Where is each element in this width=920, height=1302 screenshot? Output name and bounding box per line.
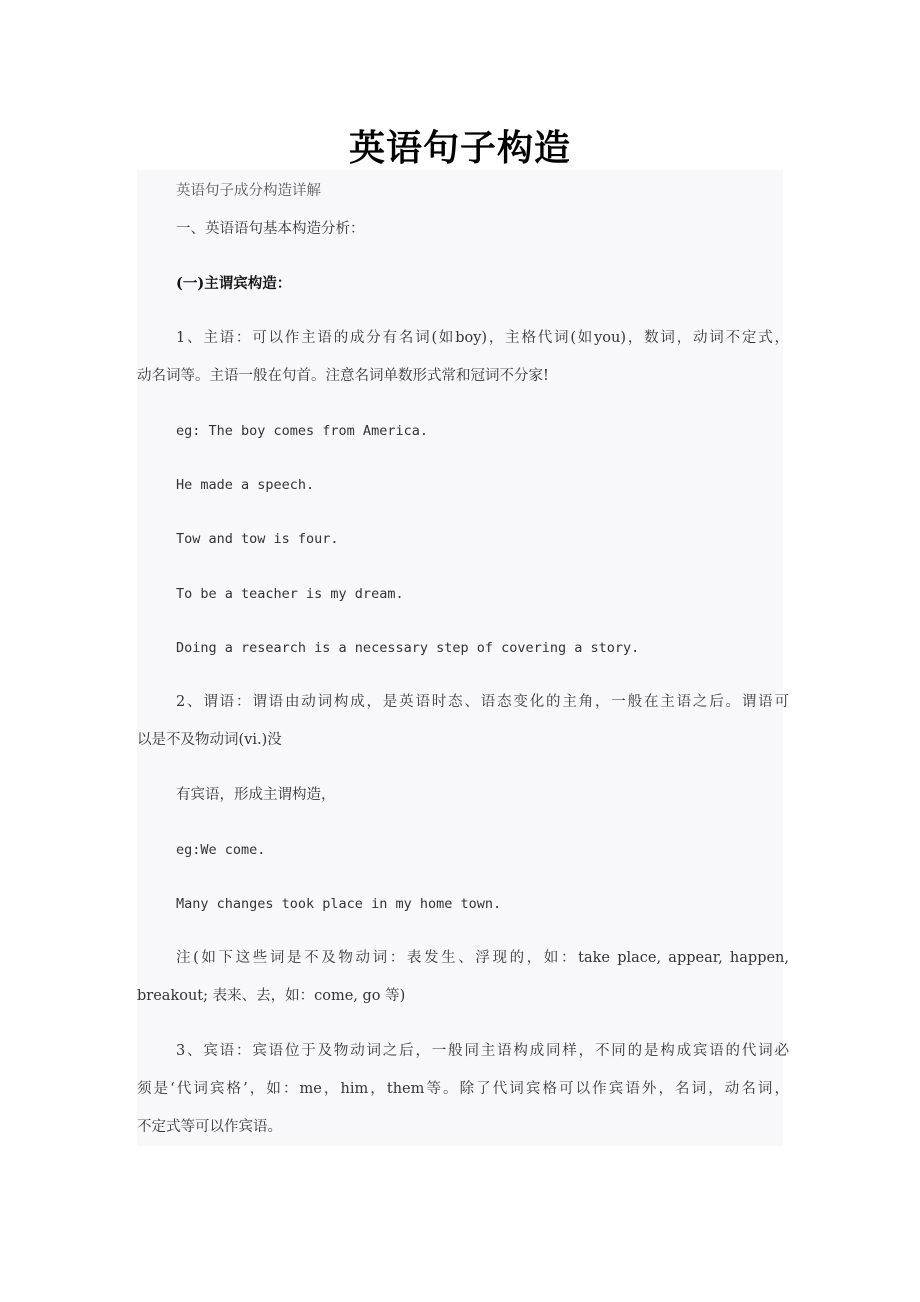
- paragraph-line: breakout; 表来、去，如：come, go 等): [137, 988, 406, 1004]
- paragraph-line: 不定式等可以作宾语。: [137, 1119, 282, 1135]
- document-body: [137, 170, 789, 1146]
- example-sentence: He made a speech.: [176, 477, 315, 493]
- subtitle: 英语句子成分构造详解: [176, 183, 321, 199]
- example-sentence: Many changes took place in my home town.: [176, 896, 502, 912]
- example-sentence: Doing a research is a necessary step of covering a story.: [176, 640, 640, 656]
- paragraph-line: 3、宾语：宾语位于及物动词之后，一般同主语构成同样，不同的是构成宾语的代词必: [176, 1043, 789, 1059]
- paragraph-subject: [137, 319, 789, 395]
- section-heading: 一、英语语句基本构造分析：: [176, 221, 365, 237]
- example-sentence: eg: The boy comes from America.: [176, 423, 428, 439]
- example-sentence: Tow and tow is four.: [176, 531, 339, 547]
- paragraph-line: 动名词等。主语一般在句首。注意名词单数形式常和冠词不分家!: [137, 368, 549, 384]
- example-sentence: To be a teacher is my dream.: [176, 586, 404, 602]
- paragraph-predicate-cont: 有宾语，形成主谓构造，: [176, 787, 336, 803]
- paragraph-line: 以是不及物动词(vi.)没: [137, 732, 282, 748]
- paragraph-predicate: [137, 683, 789, 759]
- paragraph-line: 须是‘代词宾格’，如：me，him，them等。除了代词宾格可以作宾语外，名词，动名词，: [137, 1081, 789, 1097]
- paragraph-note: [137, 939, 789, 1015]
- paragraph-line: 注(如下这些词是不及物动词：表发生、浮现的，如：take place, appear, happen,: [176, 950, 789, 966]
- subsection-heading: (一)主谓宾构造：: [176, 275, 292, 292]
- paragraph-line: 2、谓语：谓语由动词构成，是英语时态、语态变化的主角，一般在主语之后。谓语可: [176, 694, 789, 710]
- document-title: 英语句子构造: [348, 127, 571, 169]
- paragraph-object: [137, 1032, 789, 1146]
- example-sentence: eg:We come.: [176, 842, 266, 858]
- paragraph-line: 1、主语：可以作主语的成分有名词(如boy)，主格代词(如you)，数词，动词不定式，: [176, 330, 789, 346]
